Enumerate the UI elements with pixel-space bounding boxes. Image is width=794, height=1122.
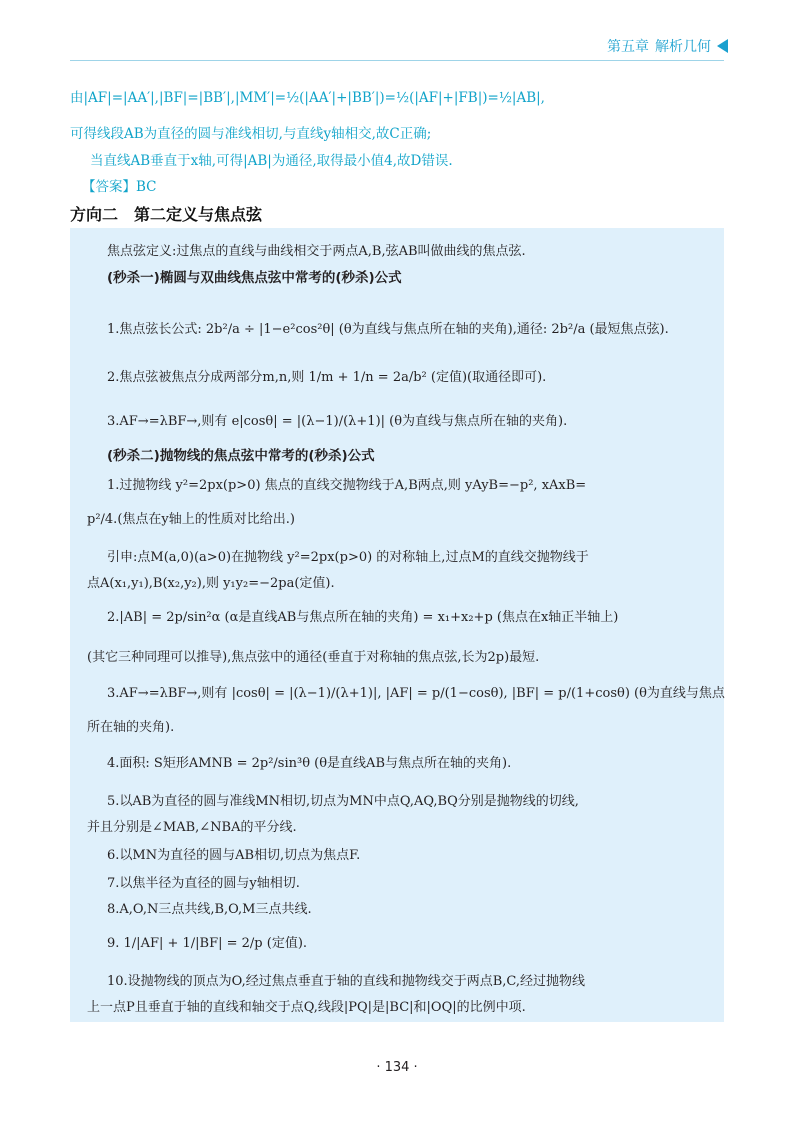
section-title: 方向二 第二定义与焦点弦 [70,205,263,224]
parabola-item-2b: (其它三种同理可以推导),焦点弦中的通径(垂直于对称轴的焦点弦,长为2p)最短. [87,650,540,665]
ellipse-item-2: 2.焦点弦被焦点分成两部分m,n,则 1/m + 1/n = 2a/b² (定值)(取通径即可). [107,370,547,385]
chapter-label: 第五章 [607,39,649,55]
parabola-item-1b: p²/4.(焦点在y轴上的性质对比给出.) [87,512,295,527]
formula-box [70,228,724,1022]
subheading-parabola: (秒杀二)抛物线的焦点弦中常考的(秒杀)公式 [107,448,375,464]
triangle-marker-icon [717,39,728,53]
parabola-item-9: 9. 1/|AF| + 1/|BF| = 2/p (定值). [107,936,308,951]
ellipse-item-3: 3.AF→=λBF→,则有 e|cosθ| = |(λ−1)/(λ+1)| (θ为直线与焦点所在轴的夹角). [107,414,568,429]
parabola-item-10b: 上一点P且垂直于轴的直线和轴交于点Q,线段|PQ|是|BC|和|OQ|的比例中项. [87,1000,526,1015]
page-number: · 134 · [376,1060,418,1075]
parabola-item-4: 4.面积: S矩形AMNB = 2p²/sin³θ (θ是直线AB与焦点所在轴的夹角). [107,756,512,771]
parabola-item-7: 7.以焦半径为直径的圆与y轴相切. [107,876,300,891]
topic-label: 解析几何 [655,39,711,55]
extension-line-b: 点A(x₁,y₁),B(x₂,y₂),则 y₁y₂=−2pa(定值). [87,576,335,591]
extension-line-a: 引申:点M(a,0)(a>0)在抛物线 y²=2px(p>0) 的对称轴上,过点M的直线交抛物线于 [107,550,589,565]
ellipse-item-1: 1.焦点弦长公式: 2b²/a ÷ |1−e²cos²θ| (θ为直线与焦点所在轴的夹角),通径: 2b²/a (最短焦点弦). [107,322,669,337]
solution-line-2: 可得线段AB为直径的圆与准线相切,与直线y轴相交,故C正确; [70,126,432,142]
parabola-item-10a: 10.设抛物线的顶点为O,经过焦点垂直于轴的直线和抛物线交于两点B,C,经过抛物线 [107,974,586,989]
solution-line-3: 当直线AB垂直于x轴,可得|AB|为通径,取得最小值4,故D错误. [90,153,453,169]
parabola-item-3b: 所在轴的夹角). [87,720,175,735]
parabola-item-6: 6.以MN为直径的圆与AB相切,切点为焦点F. [107,848,361,863]
parabola-item-1a: 1.过抛物线 y²=2px(p>0) 焦点的直线交抛物线于A,B两点,则 yAyB=−p², xAxB= [107,478,587,493]
answer-line: 【答案】BC [82,179,157,195]
parabola-item-8: 8.A,O,N三点共线,B,O,M三点共线. [107,902,312,917]
subheading-ellipse: (秒杀一)椭圆与双曲线焦点弦中常考的(秒杀)公式 [107,270,402,286]
parabola-item-3a: 3.AF→=λBF→,则有 |cosθ| = |(λ−1)/(λ+1)|, |AF| = p/(1−cosθ), |BF| = p/(1+cosθ) (θ为直线与焦点 [107,686,725,701]
parabola-item-2a: 2.|AB| = 2p/sin²α (α是直线AB与焦点所在轴的夹角) = x₁+x₂+p (焦点在x轴正半轴上) [107,610,619,625]
running-header [607,36,728,56]
parabola-item-5b: 并且分别是∠MAB,∠NBA的平分线. [87,820,297,835]
parabola-item-5a: 5.以AB为直径的圆与准线MN相切,切点为MN中点Q,AQ,BQ分别是抛物线的切线, [107,794,579,809]
solution-line-1: 由|AF|=|AA′|,|BF|=|BB′|,|MM′|=½(|AA′|+|BB′|)=½(|AF|+|FB|)=½|AB|, [70,90,545,106]
definition-text: 焦点弦定义:过焦点的直线与曲线相交于两点A,B,弦AB叫做曲线的焦点弦. [107,244,526,259]
header-rule [70,60,724,61]
